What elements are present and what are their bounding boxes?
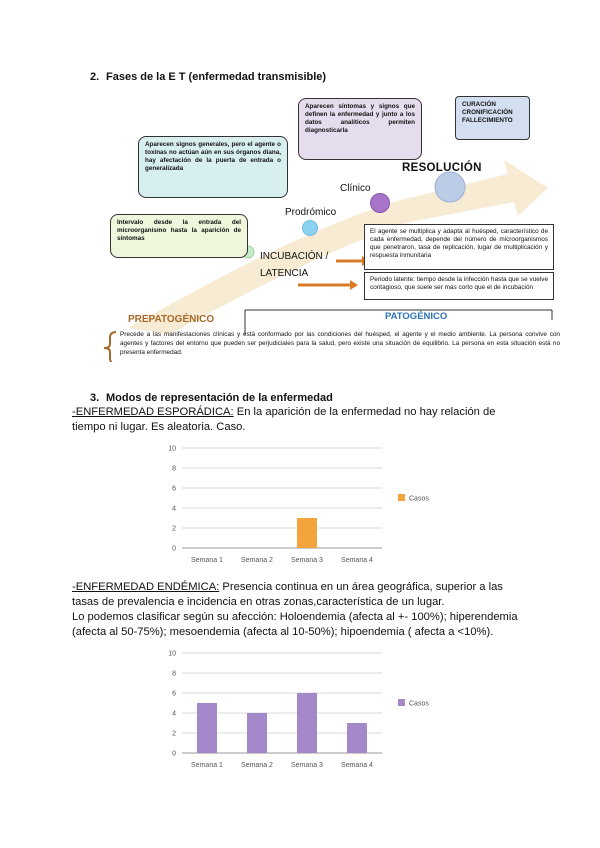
chart2-ytick-label: 0 — [172, 750, 176, 758]
symptoms-box: Aparecen síntomas y signos que definen la enfermedad y junto a los datos analíticos permiten diagnosticarla — [298, 98, 422, 160]
label-patogenico: PATOGÉNICO — [385, 311, 448, 322]
prepatogenic-bracket — [104, 332, 116, 362]
chart2-bar-2 — [247, 713, 267, 753]
esporadica-text-1: En la aparición de la enfermedad no hay relación de — [233, 406, 496, 418]
chart1-xtick-label: Semana 2 — [241, 557, 273, 564]
stage-clinico: Clínico — [340, 183, 371, 194]
chart1-legend-swatch — [398, 494, 405, 501]
chart2-legend-label: Casos — [409, 700, 429, 708]
chart1-ytick-label: 8 — [172, 465, 176, 473]
outcome-curacion: CURACIÓN — [462, 101, 496, 108]
chart2-xtick-label: Semana 3 — [291, 762, 323, 769]
esporadica-label: -ENFERMEDAD ESPORÁDICA: — [72, 406, 234, 418]
chart2-ytick-label: 10 — [168, 650, 176, 658]
chart2-ytick-label: 6 — [172, 690, 176, 698]
endemica-label: -ENFERMEDAD ENDÉMICA: — [72, 581, 220, 593]
endemica-text-1: Presencia continua en un área geográfica, superior a las — [219, 581, 503, 593]
chart-esporadica — [150, 440, 470, 570]
endemica-paragraph — [72, 580, 552, 640]
chart2-bar-1 — [197, 703, 217, 753]
chart-endemica — [150, 645, 470, 775]
dot-clinico — [371, 194, 390, 213]
section-2-heading — [90, 71, 326, 83]
prepatogenic-description: Precede a las manifestaciones clínicas y está conformado por las condiciones del huésped, el agente y el medio ambiente. La persona convive con agentes y factores del entorno que pueden ser perjudiciales para la salud, pero existe una situación de equilibrio. La persona en esta situación está no presenta enfermedad. — [120, 331, 560, 356]
stage-resolucion: RESOLUCIÓN — [402, 162, 482, 174]
chart1-ytick-label: 0 — [172, 545, 176, 553]
stage-prodromico: Prodrómico — [285, 207, 337, 218]
interval-box: Intervalo desde la entrada del microorganismo hasta la aparición de síntomas — [110, 214, 248, 258]
chart2-ytick-label: 2 — [172, 730, 176, 738]
general-signs-box: Aparecen signos generales, pero el agente o toxinas no actúan aún en sus órganos diana, hay afectación de la puerta de entrada o generalizada — [138, 136, 288, 198]
chart2-ytick-label: 8 — [172, 670, 176, 678]
label-prepatogenico: PREPATOGÉNICO — [128, 314, 215, 325]
dot-prodromico — [303, 221, 318, 236]
outcomes-box — [455, 96, 530, 140]
endemica-text-4: (afecta al 50-75%); mesoendemia (afecta al 10-50%); hipoendemia ( afecta a <10%). — [72, 626, 494, 638]
chart2-xtick-label: Semana 2 — [241, 762, 273, 769]
chart1-legend-label: Casos — [409, 495, 429, 503]
chart1-xtick-label: Semana 3 — [291, 557, 323, 564]
stage-latencia: LATENCIA — [260, 268, 309, 279]
chart1-ytick-label: 6 — [172, 485, 176, 493]
disease-phases-diagram — [100, 92, 570, 362]
esporadica-text-2: tiempo ni lugar. Es aleatoria. Caso. — [72, 421, 246, 433]
chart1-ytick-label: 10 — [168, 445, 176, 453]
chart2-xtick-label: Semana 1 — [191, 762, 223, 769]
chart2-ytick-label: 4 — [172, 710, 176, 718]
dot-resolucion — [435, 172, 465, 202]
chart1-ytick-label: 4 — [172, 505, 176, 513]
chart2-xtick-label: Semana 4 — [341, 762, 373, 769]
section-3-title: Modos de representación de la enfermedad — [106, 392, 333, 404]
chart1-xtick-label: Semana 1 — [191, 557, 223, 564]
chart1-ytick-label: 2 — [172, 525, 176, 533]
section-2-number: 2. — [90, 71, 100, 83]
chart2-bar-3 — [297, 693, 317, 753]
endemica-text-2: tasas de prevalencia e incidencia en otras zonas,característica de un lugar. — [72, 596, 445, 608]
chart1-xtick-label: Semana 4 — [341, 557, 373, 564]
chart2-bar-4 — [347, 723, 367, 753]
outcome-fallecimiento: FALLECIMIENTO — [462, 117, 513, 124]
chart1-bar-3 — [297, 518, 317, 548]
latent-period-box: Periodo latente: tiempo desde la infección hasta que se vuelve contagioso, que suele ser mas corto que el de incubación — [364, 272, 554, 300]
outcome-cronificacion: CRONIFICACIÓN — [462, 109, 513, 116]
stage-incubacion: INCUBACIÓN / — [260, 251, 329, 262]
agent-multiplies-box: El agente se multiplica y adapta al huésped, característico de cada enfermedad, depende del número de microorganismos que penetraron, tasa de replicación, lugar de multiplicación y respuesta inmunitaria — [364, 224, 554, 270]
chart2-legend-swatch — [398, 699, 405, 706]
section-2-title: Fases de la E T (enfermedad transmisible) — [106, 71, 327, 83]
endemica-text-3: Lo podemos clasificar según su afección: Holoendemia (afecta al +- 100%); hiperendemia — [72, 611, 518, 623]
section-3-heading — [90, 392, 333, 404]
esporadica-paragraph — [72, 405, 542, 435]
section-3-number: 3. — [90, 392, 100, 404]
